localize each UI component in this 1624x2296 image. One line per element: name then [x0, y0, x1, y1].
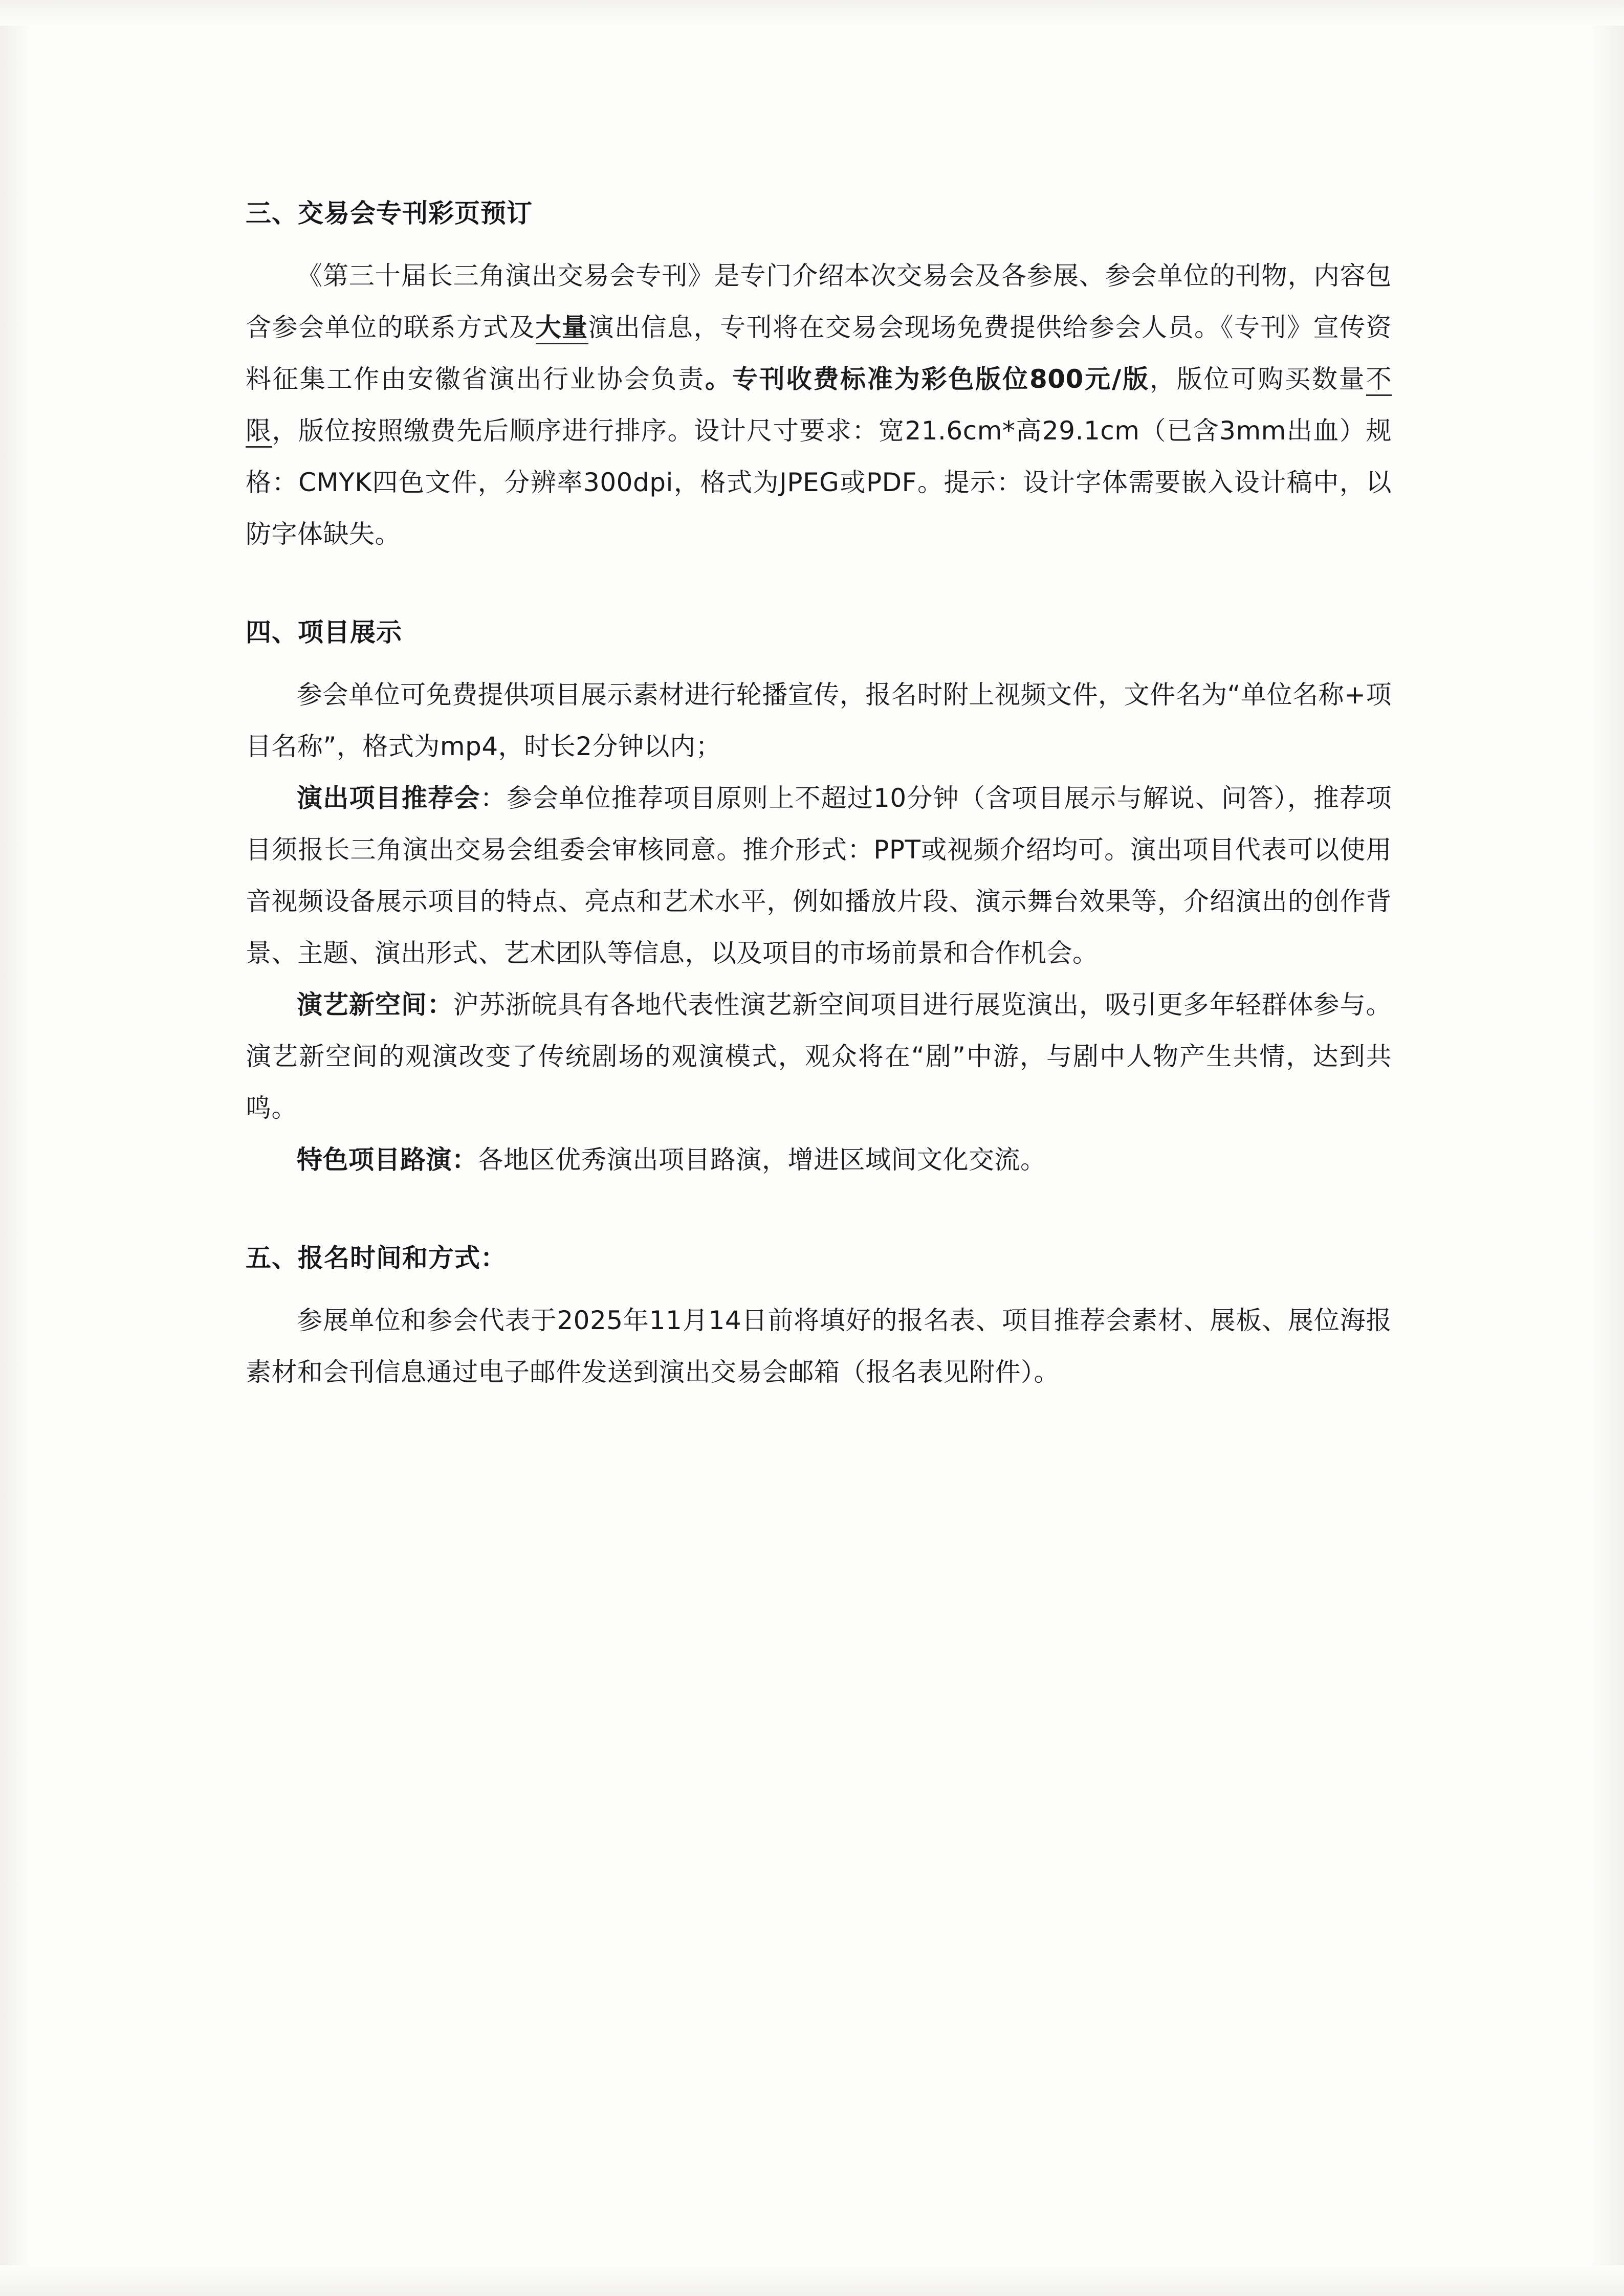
spacer [246, 655, 1392, 669]
document-body [246, 194, 1392, 1398]
paragraph [246, 1134, 1392, 1186]
paragraph [246, 979, 1392, 1134]
text-run: 《第三十届长三角演出交易会专刊》是专门介绍本次交易会及各参展、参会单位的刊物，内容包含参会单位的联系方式及 [246, 261, 1392, 342]
page-edge-bottom [0, 2265, 1624, 2296]
text-run: 。专刊收费标准为彩色版位800元/版 [705, 364, 1150, 394]
page-edge-left [0, 0, 31, 2296]
spacer [246, 1186, 1392, 1239]
section-heading: 五、报名时间和方式： [246, 1243, 507, 1273]
paragraph [246, 669, 1392, 772]
text-run: 各地区优秀演出项目路演，增进区域间文化交流。 [477, 1145, 1046, 1175]
text-run: 特色项目路演： [297, 1145, 478, 1175]
spacer [246, 560, 1392, 613]
section-block [246, 194, 1392, 560]
text-run: 不限 [246, 364, 1392, 448]
spacer [246, 236, 1392, 250]
page-edge-top [0, 0, 1624, 26]
spacer [246, 1281, 1392, 1295]
text-run: 大量 [536, 313, 588, 344]
text-run: 演出项目推荐会 [297, 783, 480, 813]
text-run: 参展单位和参会代表于2025年11月14日前将填好的报名表、项目推荐会素材、展板、展位海报素材和会刊信息通过电子邮件发送到演出交易会邮箱（报名表见附件）。 [246, 1306, 1392, 1387]
paragraph [246, 250, 1392, 560]
section-heading: 三、交易会专刊彩页预订 [246, 198, 533, 228]
paragraph [246, 1295, 1392, 1398]
text-run: 演艺新空间： [297, 990, 453, 1020]
text-run: ：参会单位推荐项目原则上不超过10分钟（含项目展示与解说、问答），推荐项目须报长三角演出交易会组委会审核同意。推介形式：PPT或视频介绍均可。演出项目代表可以使用音视频设备展示项目的特点、亮点和艺术水平，例如播放片段、演示舞台效果等，介绍演出的创作背景、主题、演出形式、艺术团队等信息，以及项目的市场前景和合作机会。 [246, 783, 1392, 968]
text-run: 演出信息，专刊将在交易会现场免费提供给参会人员。《专刊》宣传资料征集工作由安徽省演出行业协会负责 [246, 313, 1392, 394]
text-run: ，版位按照缴费先后顺序进行排序。设计尺寸要求：宽21.6cm*高29.1cm（已含3mm出血）规格：CMYK四色文件，分辨率300dpi，格式为JPEG或PDF。提示：设计字体需要嵌入设计稿中，以防字体缺失。 [246, 416, 1392, 549]
section-block [246, 1239, 1392, 1398]
text-run: 沪苏浙皖具有各地代表性演艺新空间项目进行展览演出，吸引更多年轻群体参与。演艺新空间的观演改变了传统剧场的观演模式，观众将在“剧”中游，与剧中人物产生共情，达到共鸣。 [246, 990, 1392, 1123]
paragraph [246, 772, 1392, 979]
section-block [246, 613, 1392, 1186]
text-run: 参会单位可免费提供项目展示素材进行轮播宣传，报名时附上视频文件，文件名为“单位名称+项目名称”，格式为mp4，时长2分钟以内； [246, 680, 1392, 761]
page-edge-right [1588, 0, 1624, 2296]
text-run: ，版位可购买数量 [1149, 364, 1366, 394]
section-heading: 四、项目展示 [246, 617, 402, 647]
